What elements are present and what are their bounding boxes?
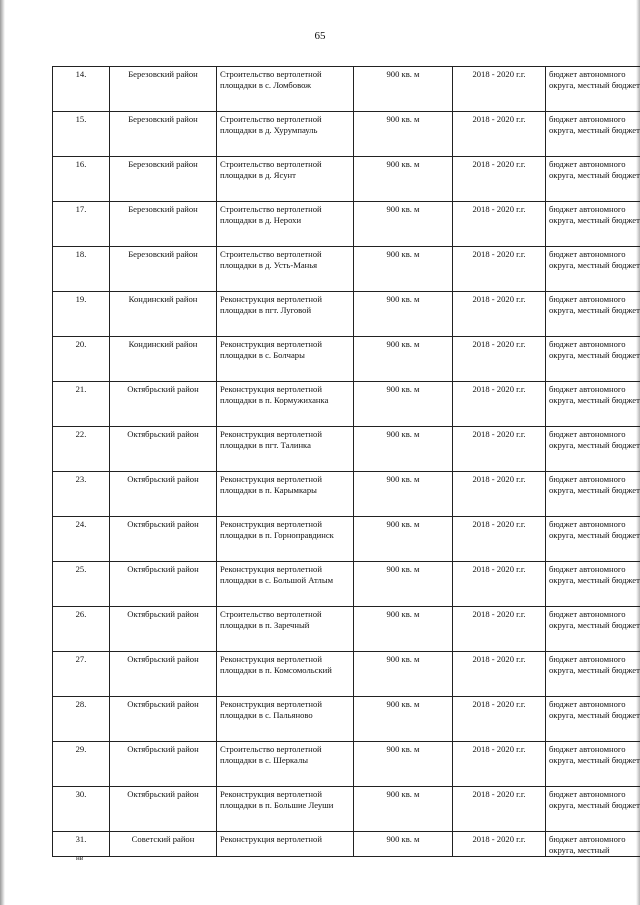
funding-source-cell: бюджет автономного округа, местный бюджет	[546, 472, 640, 517]
row-number: 22.	[53, 427, 110, 472]
period-cell: 2018 - 2020 г.г.	[453, 427, 546, 472]
row-number: 21.	[53, 382, 110, 427]
row-number: 27.	[53, 652, 110, 697]
row-number: 31.	[53, 832, 110, 857]
funding-source-cell: бюджет автономного округа, местный бюджет	[546, 697, 640, 742]
period-cell: 2018 - 2020 г.г.	[453, 607, 546, 652]
area-cell: 900 кв. м	[354, 337, 453, 382]
row-number: 14.	[53, 67, 110, 112]
area-cell: 900 кв. м	[354, 742, 453, 787]
district-cell: Березовский район	[110, 67, 217, 112]
table-body	[53, 67, 640, 857]
row-number: 28.	[53, 697, 110, 742]
period-cell: 2018 - 2020 г.г.	[453, 742, 546, 787]
funding-source-cell: бюджет автономного округа, местный бюджет	[546, 67, 640, 112]
funding-source-cell: бюджет автономного округа, местный бюджет	[546, 292, 640, 337]
object-cell: Строительство вертолетной площадки в д. Усть-Манья	[217, 247, 354, 292]
object-cell: Реконструкция вертолетной площадки в п. Карымкары	[217, 472, 354, 517]
district-cell: Кондинский район	[110, 337, 217, 382]
district-cell: Березовский район	[110, 157, 217, 202]
table-row	[53, 517, 640, 562]
area-cell: 900 кв. м	[354, 697, 453, 742]
table-row	[53, 562, 640, 607]
scan-edge-left	[0, 0, 5, 905]
funding-source-cell: бюджет автономного округа, местный бюджет	[546, 652, 640, 697]
period-cell: 2018 - 2020 г.г.	[453, 472, 546, 517]
period-cell: 2018 - 2020 г.г.	[453, 832, 546, 857]
table-row	[53, 697, 640, 742]
object-cell: Реконструкция вертолетной площадки в с. Большой Атлым	[217, 562, 354, 607]
period-cell: 2018 - 2020 г.г.	[453, 787, 546, 832]
footer-mark: нв	[76, 854, 84, 862]
funding-source-cell: бюджет автономного округа, местный бюджет	[546, 427, 640, 472]
area-cell: 900 кв. м	[354, 247, 453, 292]
row-number: 20.	[53, 337, 110, 382]
object-cell: Реконструкция вертолетной площадки в с. Болчары	[217, 337, 354, 382]
helipad-table	[52, 66, 640, 857]
district-cell: Октябрьский район	[110, 607, 217, 652]
district-cell: Октябрьский район	[110, 517, 217, 562]
table-row	[53, 67, 640, 112]
object-cell: Реконструкция вертолетной площадки в п. Кормужиханка	[217, 382, 354, 427]
funding-source-cell: бюджет автономного округа, местный бюджет	[546, 562, 640, 607]
funding-source-cell: бюджет автономного округа, местный бюджет	[546, 517, 640, 562]
table-row	[53, 742, 640, 787]
period-cell: 2018 - 2020 г.г.	[453, 517, 546, 562]
funding-source-cell: бюджет автономного округа, местный бюджет	[546, 112, 640, 157]
area-cell: 900 кв. м	[354, 292, 453, 337]
funding-source-cell: бюджет автономного округа, местный бюджет	[546, 337, 640, 382]
district-cell: Октябрьский район	[110, 562, 217, 607]
object-cell: Строительство вертолетной площадки в с. Ломбовож	[217, 67, 354, 112]
period-cell: 2018 - 2020 г.г.	[453, 562, 546, 607]
area-cell: 900 кв. м	[354, 832, 453, 857]
table-row	[53, 652, 640, 697]
table-row	[53, 247, 640, 292]
period-cell: 2018 - 2020 г.г.	[453, 112, 546, 157]
area-cell: 900 кв. м	[354, 562, 453, 607]
district-cell: Октябрьский район	[110, 787, 217, 832]
object-cell: Строительство вертолетной площадки в д. Ясунт	[217, 157, 354, 202]
period-cell: 2018 - 2020 г.г.	[453, 157, 546, 202]
row-number: 23.	[53, 472, 110, 517]
object-cell: Строительство вертолетной площадки в д. Хурумпауль	[217, 112, 354, 157]
area-cell: 900 кв. м	[354, 472, 453, 517]
object-cell: Строительство вертолетной площадки в д. Нерохи	[217, 202, 354, 247]
area-cell: 900 кв. м	[354, 157, 453, 202]
period-cell: 2018 - 2020 г.г.	[453, 337, 546, 382]
area-cell: 900 кв. м	[354, 607, 453, 652]
district-cell: Березовский район	[110, 202, 217, 247]
row-number: 19.	[53, 292, 110, 337]
object-cell: Реконструкция вертолетной площадки в пгт. Луговой	[217, 292, 354, 337]
funding-source-cell: бюджет автономного округа, местный бюджет	[546, 742, 640, 787]
object-cell: Реконструкция вертолетной площадки в п. Комсомольский	[217, 652, 354, 697]
funding-source-cell: бюджет автономного округа, местный бюджет	[546, 382, 640, 427]
district-cell: Октябрьский район	[110, 742, 217, 787]
table-row	[53, 427, 640, 472]
district-cell: Кондинский район	[110, 292, 217, 337]
district-cell: Березовский район	[110, 112, 217, 157]
row-number: 30.	[53, 787, 110, 832]
object-cell: Реконструкция вертолетной площадки в п. Горноправдинск	[217, 517, 354, 562]
area-cell: 900 кв. м	[354, 427, 453, 472]
period-cell: 2018 - 2020 г.г.	[453, 697, 546, 742]
period-cell: 2018 - 2020 г.г.	[453, 382, 546, 427]
object-cell: Реконструкция вертолетной площадки в п. Большие Леуши	[217, 787, 354, 832]
funding-source-cell: бюджет автономного округа, местный бюджет	[546, 247, 640, 292]
object-cell: Строительство вертолетной площадки в с. Шеркалы	[217, 742, 354, 787]
table-row	[53, 157, 640, 202]
period-cell: 2018 - 2020 г.г.	[453, 292, 546, 337]
row-number: 18.	[53, 247, 110, 292]
object-cell: Реконструкция вертолетной	[217, 832, 354, 857]
period-cell: 2018 - 2020 г.г.	[453, 652, 546, 697]
funding-source-cell: бюджет автономного округа, местный бюджет	[546, 202, 640, 247]
district-cell: Березовский район	[110, 247, 217, 292]
table-row	[53, 337, 640, 382]
row-number: 26.	[53, 607, 110, 652]
table-row	[53, 202, 640, 247]
table-row	[53, 832, 640, 857]
row-number: 25.	[53, 562, 110, 607]
district-cell: Октябрьский район	[110, 472, 217, 517]
area-cell: 900 кв. м	[354, 787, 453, 832]
district-cell: Октябрьский район	[110, 697, 217, 742]
table-row	[53, 382, 640, 427]
object-cell: Реконструкция вертолетной площадки в с. Пальяново	[217, 697, 354, 742]
table-row	[53, 472, 640, 517]
area-cell: 900 кв. м	[354, 382, 453, 427]
table-row	[53, 112, 640, 157]
page-number: 65	[314, 30, 326, 42]
area-cell: 900 кв. м	[354, 652, 453, 697]
table-row	[53, 292, 640, 337]
area-cell: 900 кв. м	[354, 517, 453, 562]
area-cell: 900 кв. м	[354, 67, 453, 112]
area-cell: 900 кв. м	[354, 202, 453, 247]
funding-source-cell: бюджет автономного округа, местный	[546, 832, 640, 857]
row-number: 15.	[53, 112, 110, 157]
funding-source-cell: бюджет автономного округа, местный бюджет	[546, 157, 640, 202]
district-cell: Советский район	[110, 832, 217, 857]
row-number: 24.	[53, 517, 110, 562]
object-cell: Реконструкция вертолетной площадки в пгт. Талинка	[217, 427, 354, 472]
row-number: 17.	[53, 202, 110, 247]
area-cell: 900 кв. м	[354, 112, 453, 157]
period-cell: 2018 - 2020 г.г.	[453, 67, 546, 112]
funding-source-cell: бюджет автономного округа, местный бюджет	[546, 607, 640, 652]
object-cell: Строительство вертолетной площадки в п. Заречный	[217, 607, 354, 652]
table-row	[53, 787, 640, 832]
district-cell: Октябрьский район	[110, 427, 217, 472]
period-cell: 2018 - 2020 г.г.	[453, 247, 546, 292]
district-cell: Октябрьский район	[110, 652, 217, 697]
period-cell: 2018 - 2020 г.г.	[453, 202, 546, 247]
row-number: 29.	[53, 742, 110, 787]
funding-source-cell: бюджет автономного округа, местный бюджет	[546, 787, 640, 832]
district-cell: Октябрьский район	[110, 382, 217, 427]
table-row	[53, 607, 640, 652]
row-number: 16.	[53, 157, 110, 202]
